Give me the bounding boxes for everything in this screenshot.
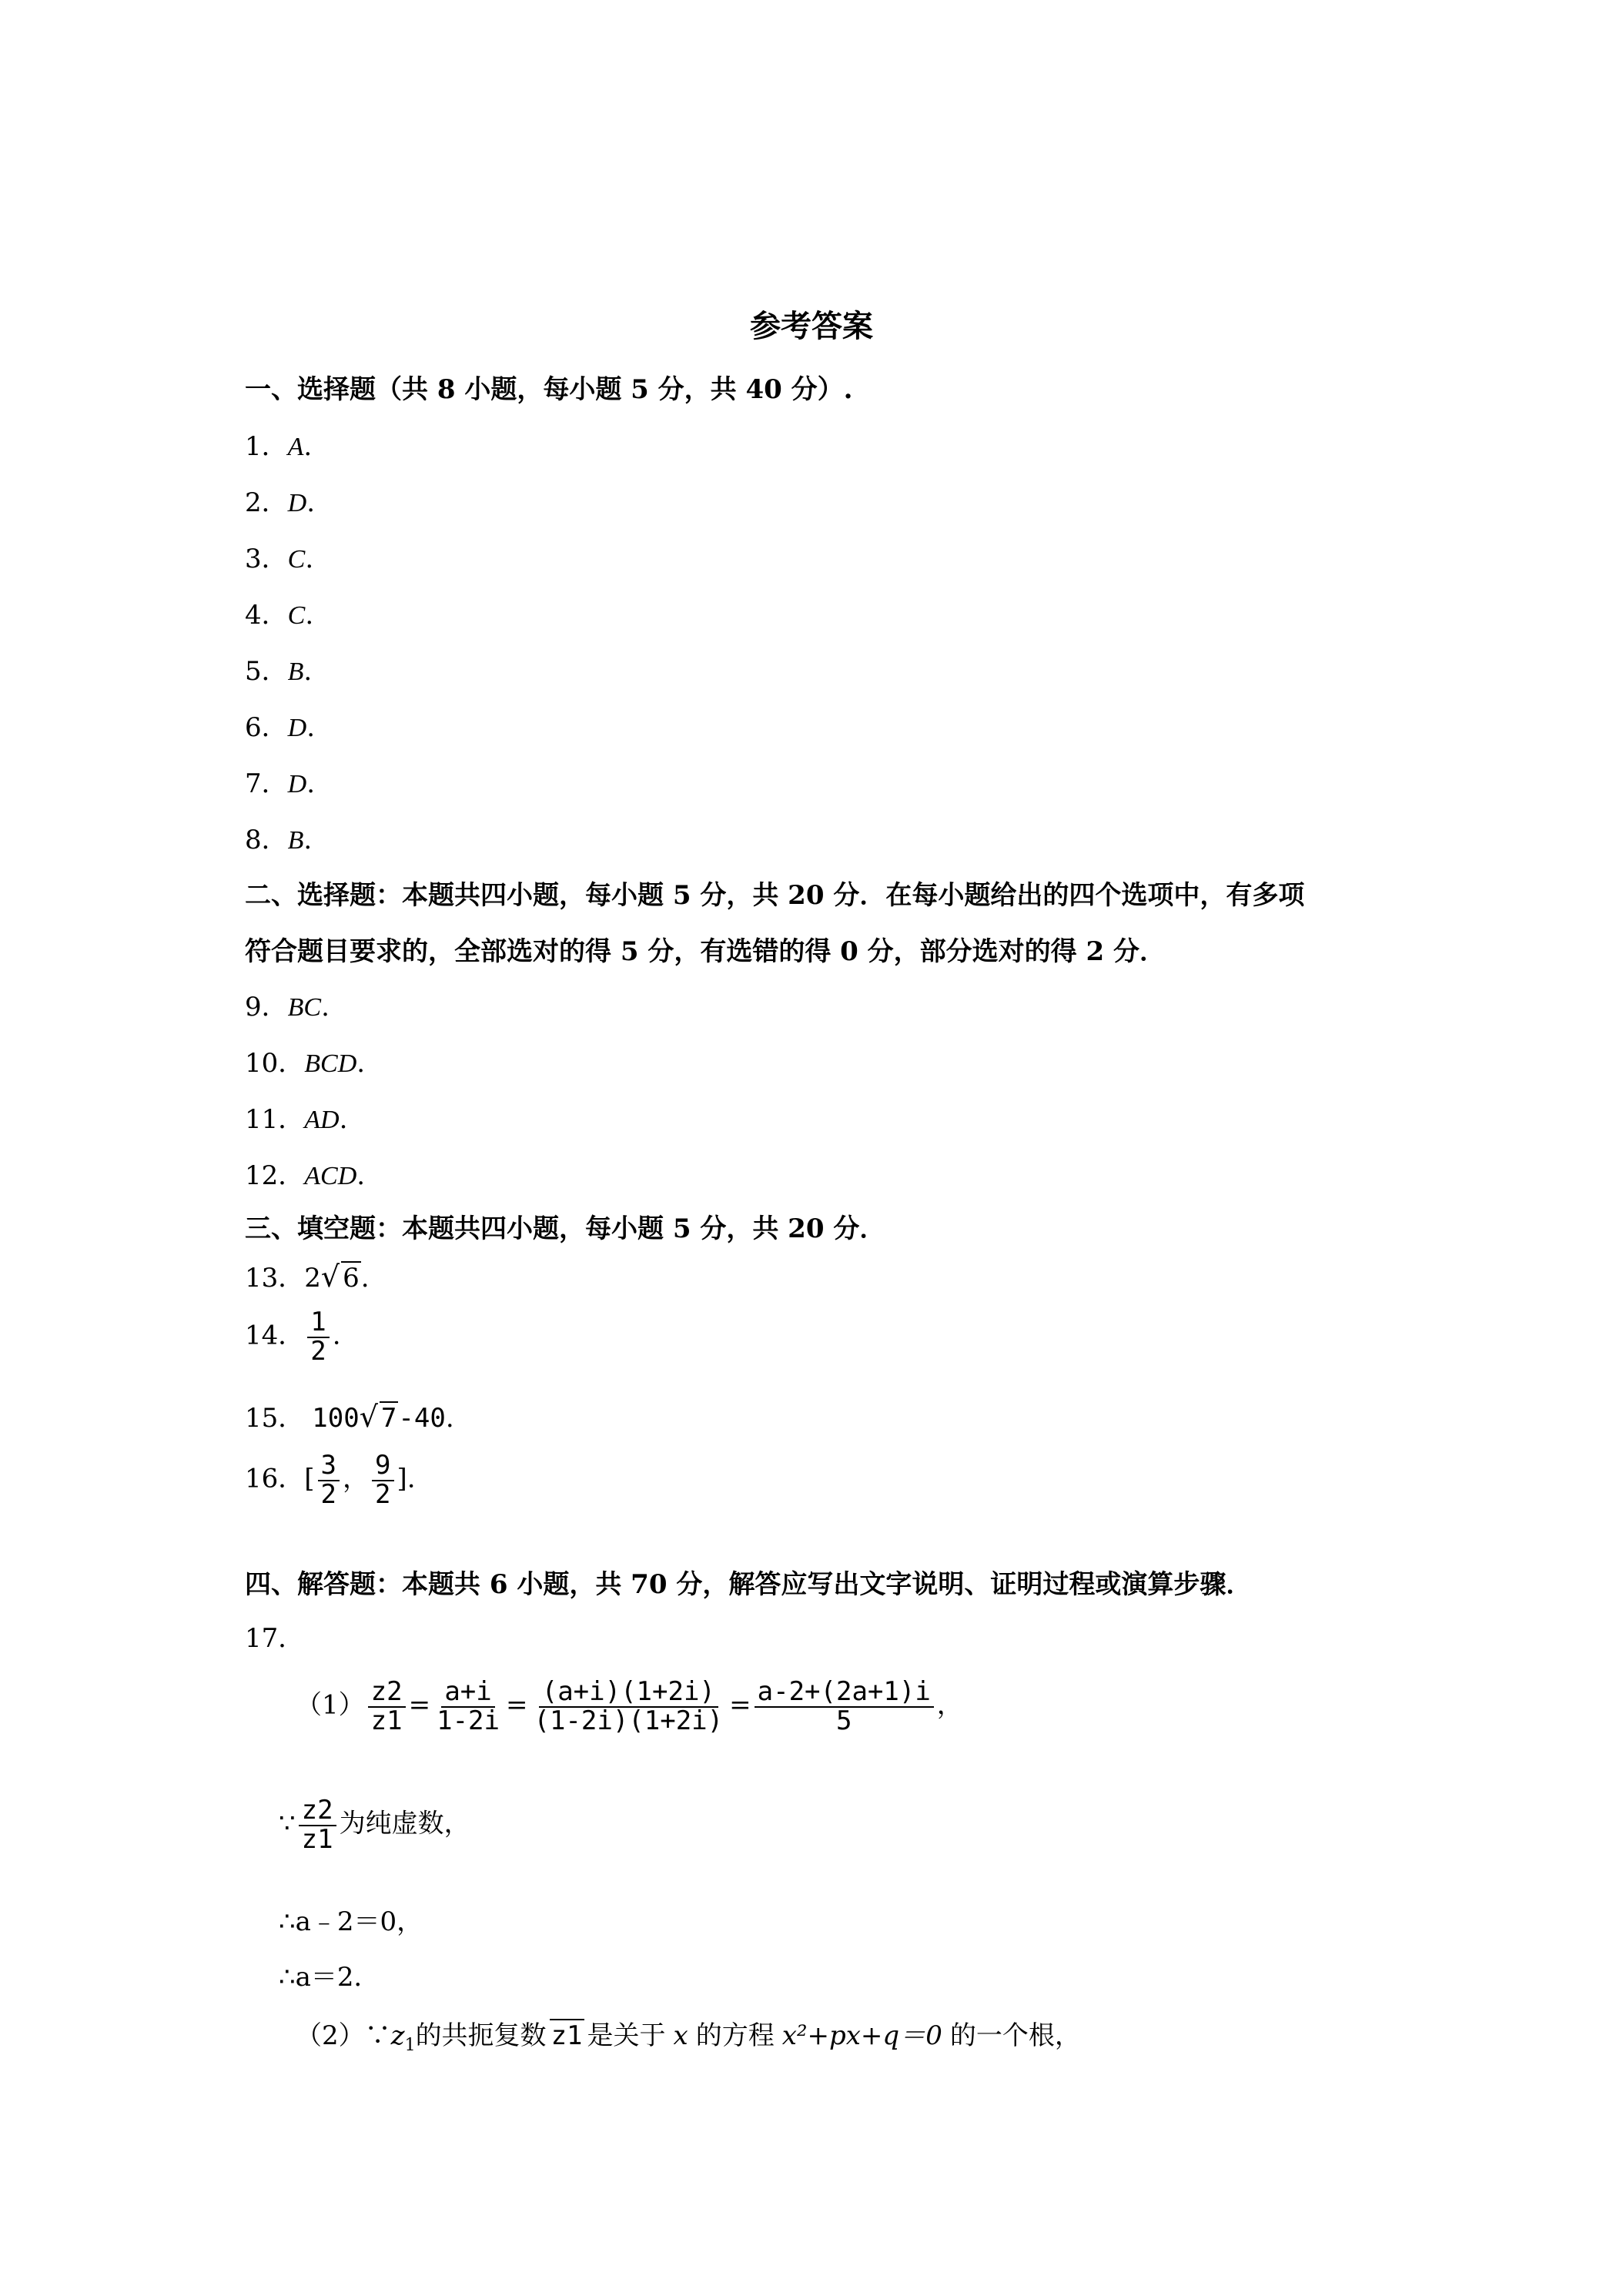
text-one-root: 的一个根，: [949, 2020, 1081, 2051]
answer-1: [245, 425, 312, 463]
answer-choice: C: [287, 545, 306, 574]
question-number: 3．: [245, 544, 288, 574]
answer-choice: AD: [304, 1106, 340, 1134]
answer-end: .: [303, 656, 313, 687]
fraction-numerator: 1: [307, 1309, 329, 1338]
answer-15: [245, 1397, 454, 1434]
fraction-numerator: z2: [368, 1678, 406, 1708]
fraction-numerator: z2: [299, 1797, 336, 1826]
fraction-upper: [372, 1452, 393, 1508]
answer-end: .: [306, 712, 316, 743]
fraction-denominator: 1-2i: [437, 1705, 500, 1736]
question-number: 6．: [245, 712, 288, 743]
fraction-numerator: a+i: [441, 1678, 494, 1708]
sqrt-coefficient: 100: [312, 1403, 360, 1434]
question-number: 5．: [245, 656, 288, 687]
fraction-numerator: 3: [318, 1452, 340, 1481]
answer-11: [245, 1098, 347, 1136]
fraction-denominator: 2: [320, 1478, 337, 1510]
answer-end: .: [306, 487, 316, 518]
quadratic-equation: x²+px+q＝0: [781, 2020, 942, 2051]
q17-part1-equation: [296, 1678, 963, 1735]
answer-end: .: [356, 1048, 366, 1079]
fraction-2: [433, 1678, 503, 1735]
q17-therefore-2: ∴a＝2．: [279, 1962, 380, 1993]
answer-choice: BC: [287, 993, 322, 1022]
text-conjugate: 的共扼复数: [415, 2020, 547, 2051]
fraction-denominator: 2: [375, 1478, 391, 1510]
fraction-denominator: 5: [835, 1705, 852, 1736]
comma: ，: [936, 1689, 963, 1721]
answer-2: [245, 481, 315, 519]
question-number: 9．: [245, 992, 288, 1022]
answer-end: .: [305, 600, 314, 631]
answer-12: [245, 1154, 365, 1192]
answer-4: [245, 594, 313, 631]
answer-choice: D: [287, 489, 307, 517]
question-number: 14．: [245, 1320, 305, 1351]
fraction-3: [530, 1678, 726, 1735]
question-number: 1．: [245, 431, 288, 462]
answer-9: [245, 986, 330, 1023]
pure-imaginary-text: 为纯虚数，: [339, 1808, 470, 1839]
answer-choice: A: [287, 433, 304, 461]
answer-end: .: [356, 1160, 366, 1191]
answer-end: .: [303, 431, 313, 462]
answer-5: [245, 650, 312, 688]
fraction-z2-z1: [299, 1797, 336, 1853]
section4-heading: 四、解答题：本题共 6 小题，共 70 分，解答应写出文字说明、证明过程或演算步骤．: [245, 1569, 1253, 1600]
section1-heading: 一、选择题（共 8 小题，每小题 5 分，共 40 分）.: [245, 374, 853, 405]
equals-sign: =: [505, 1689, 528, 1721]
answer-choice: B: [287, 826, 304, 855]
section2-heading-line1: 二、选择题：本题共四小题，每小题 5 分，共 20 分．在每小题给出的四个选项中，有多项: [245, 880, 1305, 911]
bracket-open: [: [304, 1463, 315, 1494]
answer-end: .: [306, 768, 316, 799]
answer-end: .: [321, 992, 330, 1022]
equals-sign: =: [408, 1689, 431, 1721]
q17-therefore-1: ∴a﹣2＝0，: [279, 1906, 423, 1937]
answer-choice: C: [287, 601, 306, 630]
answer-end: .: [360, 1263, 370, 1294]
variable-x: x: [673, 2020, 688, 2051]
fraction-z2-z1: [368, 1678, 406, 1735]
answer-end: .: [303, 825, 313, 855]
answer-8: [245, 818, 312, 856]
answer-6: [245, 706, 315, 744]
fraction-4: [755, 1678, 934, 1735]
fraction-denominator: z1: [370, 1705, 403, 1736]
text-equation: 的方程: [695, 2020, 775, 2051]
sqrt-radicand: 6: [343, 1263, 360, 1294]
fraction-denominator: 2: [310, 1335, 326, 1367]
sqrt-symbol: √: [320, 1260, 340, 1294]
answer-end: .: [332, 1320, 341, 1351]
fraction-denominator: (1-2i)(1+2i): [534, 1705, 724, 1736]
question-number: 7．: [245, 768, 288, 799]
fraction-numerator: a-2+(2a+1)i: [755, 1678, 934, 1708]
question-number: 2．: [245, 487, 288, 518]
page-title: 参考答案: [750, 308, 873, 344]
answer-end: .: [445, 1403, 454, 1434]
answer-choice: D: [287, 714, 307, 742]
because-symbol: ∵: [279, 1808, 296, 1839]
q17-part2-line: [296, 2014, 1081, 2055]
fraction: [307, 1309, 329, 1365]
answer-14: [245, 1309, 341, 1365]
sqrt-radicand: 7: [380, 1403, 397, 1434]
answer-choice: D: [287, 770, 307, 798]
question-number: 4．: [245, 600, 288, 631]
text-about: 是关于: [587, 2020, 666, 2051]
question-number: 12．: [245, 1160, 305, 1191]
answer-end: .: [407, 1463, 416, 1494]
answer-end: .: [305, 544, 314, 574]
sqrt-symbol: √: [359, 1400, 378, 1434]
bracket-close: ]: [397, 1463, 407, 1494]
fraction-numerator: 9: [372, 1452, 393, 1481]
fraction-numerator: (a+i)(1+2i): [539, 1678, 718, 1708]
conjugate-z1: z1: [550, 2020, 583, 2051]
answer-choice: ACD: [304, 1162, 357, 1190]
question-number: 8．: [245, 825, 288, 855]
part-label: （2）∵: [296, 2020, 391, 2051]
answer-16: [245, 1452, 416, 1508]
part-label: （1）: [296, 1689, 365, 1721]
answer-3: [245, 537, 313, 575]
answer-13: [245, 1257, 370, 1294]
question-17-number: 17．: [245, 1623, 305, 1654]
q17-pure-imaginary: [279, 1797, 470, 1853]
fraction-lower: [318, 1452, 340, 1508]
question-number: 11．: [245, 1104, 305, 1135]
question-number: 13．: [245, 1263, 305, 1294]
fraction-denominator: z1: [301, 1823, 333, 1855]
section3-heading: 三、填空题：本题共四小题，每小题 5 分，共 20 分．: [245, 1213, 886, 1244]
question-number: 15．: [245, 1403, 305, 1434]
answer-choice: B: [287, 658, 304, 686]
variable-z: z: [390, 2020, 405, 2051]
question-number: 10．: [245, 1048, 305, 1079]
section2-heading-line2: 符合题目要求的，全部选对的得 5 分，有选错的得 0 分，部分选对的得 2 分．: [245, 936, 1166, 967]
question-number: 16．: [245, 1463, 305, 1494]
sqrt-coefficient: 2: [304, 1263, 321, 1294]
subscript: 1: [404, 2035, 416, 2055]
answer-7: [245, 762, 315, 800]
answer-rest: -40: [398, 1403, 446, 1434]
answer-choice: BCD: [304, 1049, 357, 1078]
answer-end: .: [339, 1104, 348, 1135]
separator: ，: [343, 1463, 370, 1494]
answer-10: [245, 1042, 365, 1079]
equals-sign: =: [729, 1689, 751, 1721]
